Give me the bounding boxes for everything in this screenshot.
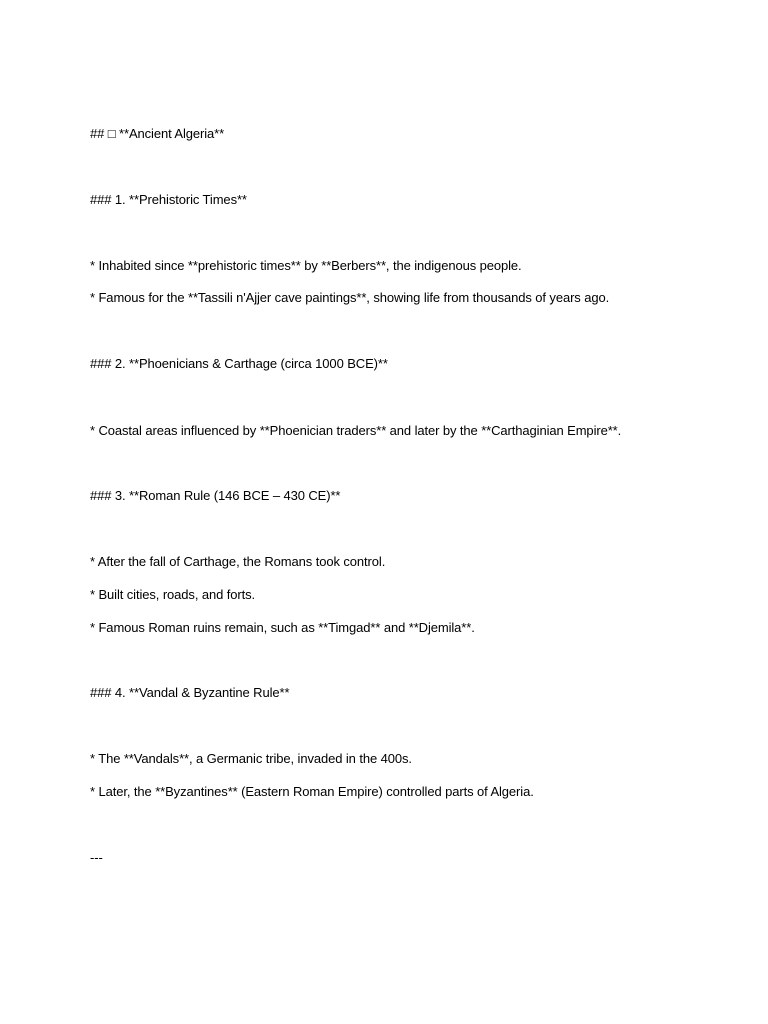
subheading-vandal-byzantine: ### 4. **Vandal & Byzantine Rule**	[90, 685, 290, 700]
bullet-roman-ruins: * Famous Roman ruins remain, such as **Timgad** and **Djemila**.	[90, 620, 475, 635]
bullet-inhabited-berbers: * Inhabited since **prehistoric times** by **Berbers**, the indigenous people.	[90, 258, 522, 273]
horizontal-rule-marker: ---	[90, 850, 103, 865]
bullet-coastal-areas: * Coastal areas influenced by **Phoenician traders** and later by the **Carthaginian Empire**.	[90, 423, 622, 438]
subheading-prehistoric-times: ### 1. **Prehistoric Times**	[90, 192, 247, 207]
bullet-tassili-paintings: * Famous for the **Tassili n'Ajjer cave paintings**, showing life from thousands of years ago.	[90, 290, 610, 305]
bullet-byzantines: * Later, the **Byzantines** (Eastern Roman Empire) controlled parts of Algeria.	[90, 784, 534, 799]
subheading-roman-rule: ### 3. **Roman Rule (146 BCE – 430 CE)**	[90, 488, 341, 503]
bullet-fall-of-carthage: * After the fall of Carthage, the Romans took control.	[90, 554, 386, 569]
section-heading-ancient-algeria: ## □ **Ancient Algeria**	[90, 126, 225, 141]
subheading-phoenicians-carthage: ### 2. **Phoenicians & Carthage (circa 1000 BCE)**	[90, 356, 388, 371]
bullet-vandals: * The **Vandals**, a Germanic tribe, invaded in the 400s.	[90, 751, 412, 766]
bullet-built-cities: * Built cities, roads, and forts.	[90, 587, 256, 602]
